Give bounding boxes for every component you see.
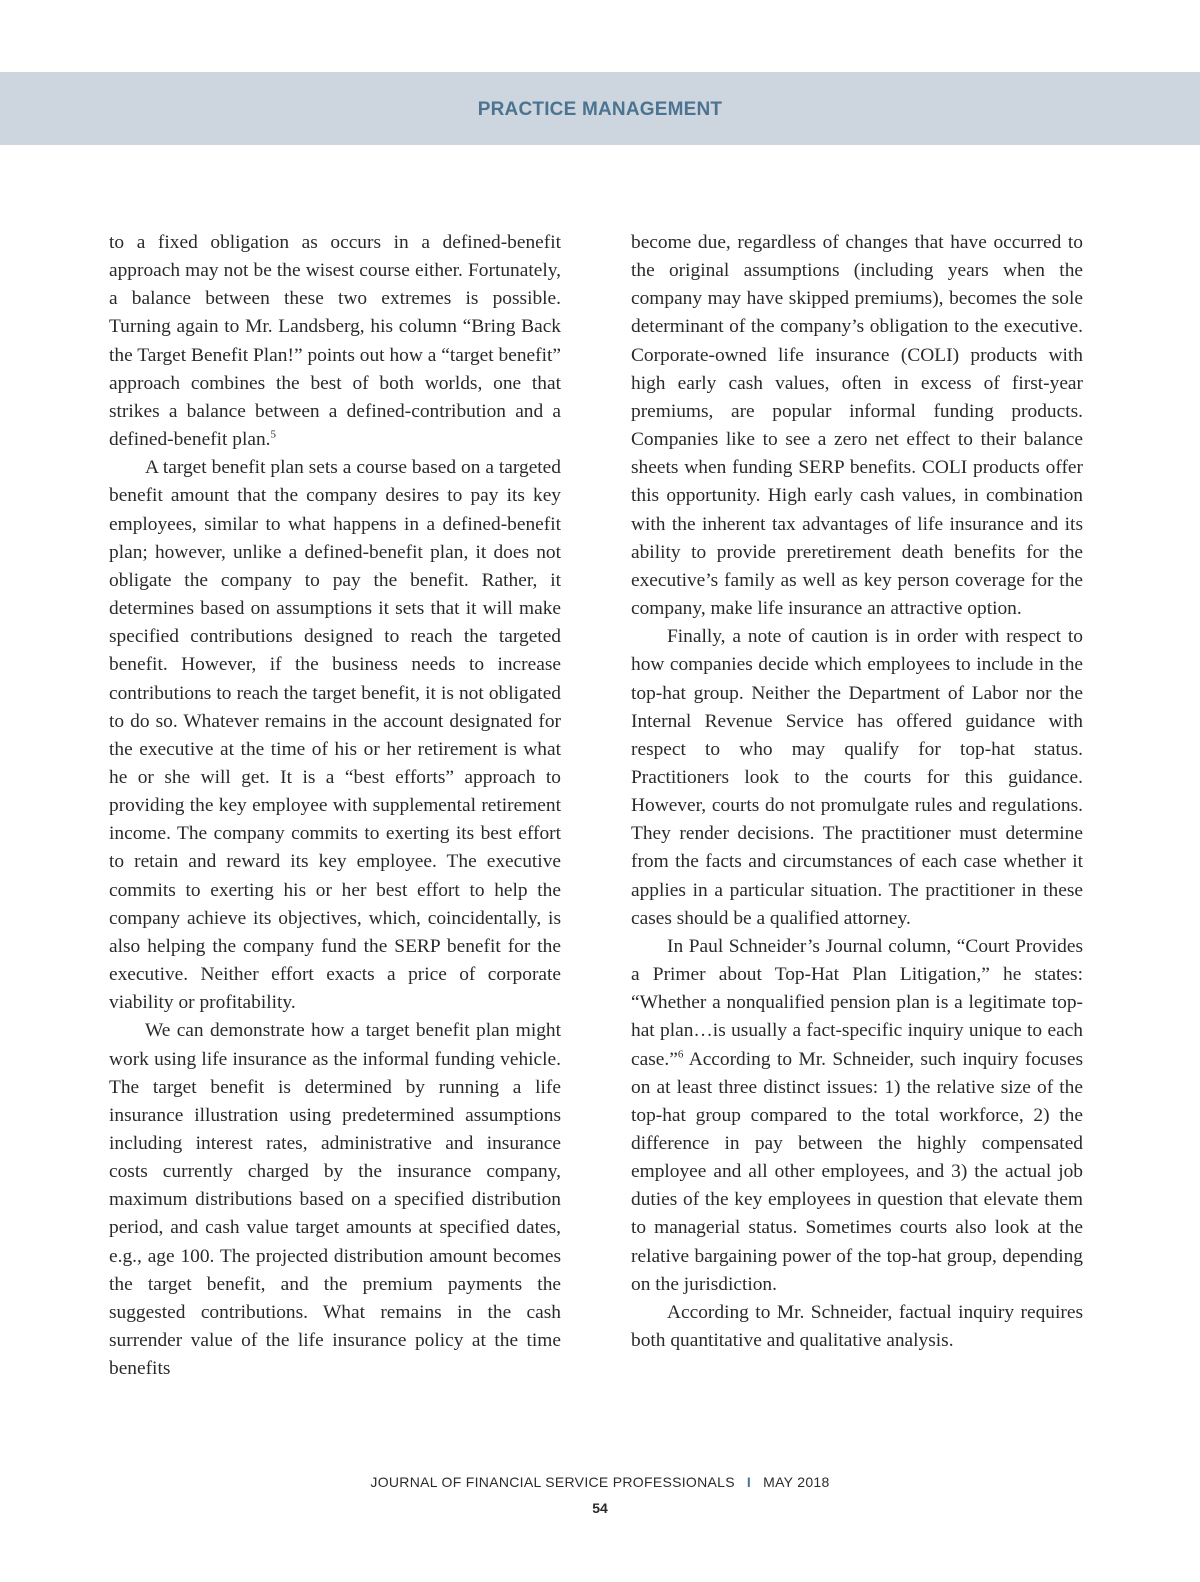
journal-name: JOURNAL OF FINANCIAL SERVICE PROFESSIONALS [370,1474,735,1490]
right-paragraph-4: According to Mr. Schneider, factual inquiry requires both quantitative and qualitative analysis. [631,1301,1083,1352]
right-paragraph-2: Finally, a note of caution is in order with respect to how companies decide which employees to include in the top-hat group. Neither the Department of Labor nor the Internal Revenue Service has offered guidance with respect to who may qualify for top-hat status. Practitioners look to the courts for this guidance. However, courts do not promulgate rules and regulations. They render decisions. The practitioner must determine from the facts and circumstances of each case whether it applies in a particular situation. The practitioner in these cases should be a qualified attorney. [631,626,1083,929]
left-paragraph-1-text: to a fixed obligation as occurs in a defined-benefit approach may not be the wisest course either. Fortunately, a balance between these two extremes is possible. Turning again to Mr. Landsberg, his column “Bring Back the Target Benefit Plan!” points out how a “target benefit” approach combines the best of both worlds, one that strikes a balance between a defined-contribution and a defined-benefit plan. [109,232,561,451]
issue-date: MAY 2018 [763,1474,830,1490]
left-paragraph-2: A target benefit plan sets a course based on a targeted benefit amount that the company desires to pay its key employees, similar to what happens in a defined-benefit plan; however, unlike a defined-benefit plan, it does not obligate the company to pay the benefit. Rather, it determines based on assumptions it sets that it will make specified contributions designed to reach the targeted benefit. However, if the business needs to increase contributions to reach the target benefit, it is not obligated to do so. Whatever remains in the account designated for the executive at the time of his or her retirement is what he or she will get. It is a “best efforts” approach to providing the key employee with supplemental retirement income. The company commits to exerting its best effort to retain and reward its key employee. The executive commits to exerting his or her best effort to help the company achieve its objectives, which, coincidentally, is also helping the company fund the SERP benefit for the executive. Neither effort exacts a price of corporate viability or profitability. [109,457,561,1014]
left-paragraph-1 [109,229,561,454]
footer-separator: I [746,1474,752,1490]
running-footer [0,1474,1200,1490]
right-paragraph-3 [631,933,1083,1299]
left-paragraph-3: We can demonstrate how a target benefit plan might work using life insurance as the informal funding vehicle. The target benefit is determined by running a life insurance illustration using predetermined assumptions including interest rates, administrative and insurance costs currently charged by the insurance company, maximum distributions based on a specified distribution period, and cash value target amounts at specified dates, e.g., age 100. The projected distribution amount becomes the target benefit, and the premium payments the suggested contributions. What remains in the cash surrender value of the life insurance policy at the time benefits [109,1020,561,1380]
footnote-ref-5: 5 [270,428,277,441]
right-paragraph-3-text-b: According to Mr. Schneider, such inquiry focuses on at least three distinct issues: 1) the relative size of the top-hat group compared to the total workforce, 2) the difference in pay between the highly compensated employee and all other employees, and 3) the actual job duties of the key employees in question that elevate them to managerial status. Sometimes courts also look at the relative bargaining power of the top-hat group, depending on the jurisdiction. [631,1048,1083,1295]
left-column [109,229,561,1383]
footnote-ref-6: 6 [677,1048,684,1061]
page-number: 54 [592,1500,608,1516]
right-paragraph-3-text-a: In Paul Schneider’s Journal column, “Court Provides a Primer about Top-Hat Plan Litigation,” he states: “Whether a nonqualified pension plan is a legitimate top-hat plan…is usually a fact-specific inquiry unique to each case.” [631,935,1083,1070]
section-title: PRACTICE MANAGEMENT [477,99,723,120]
right-paragraph-1: become due, regardless of changes that have occurred to the original assumptions (including years when the company may have skipped premiums), becomes the sole determinant of the company’s obligation to the executive. Corporate-owned life insurance (COLI) products with high early cash values, often in excess of first-year premiums, are popular informal funding products. Companies like to see a zero net effect to their balance sheets when funding SERP benefits. COLI products offer this opportunity. High early cash values, in combination with the inherent tax advantages of life insurance and its ability to provide preretirement death benefits for the executive’s family as well as key person coverage for the company, make life insurance an attractive option. [631,232,1083,620]
right-column [631,229,1083,1355]
